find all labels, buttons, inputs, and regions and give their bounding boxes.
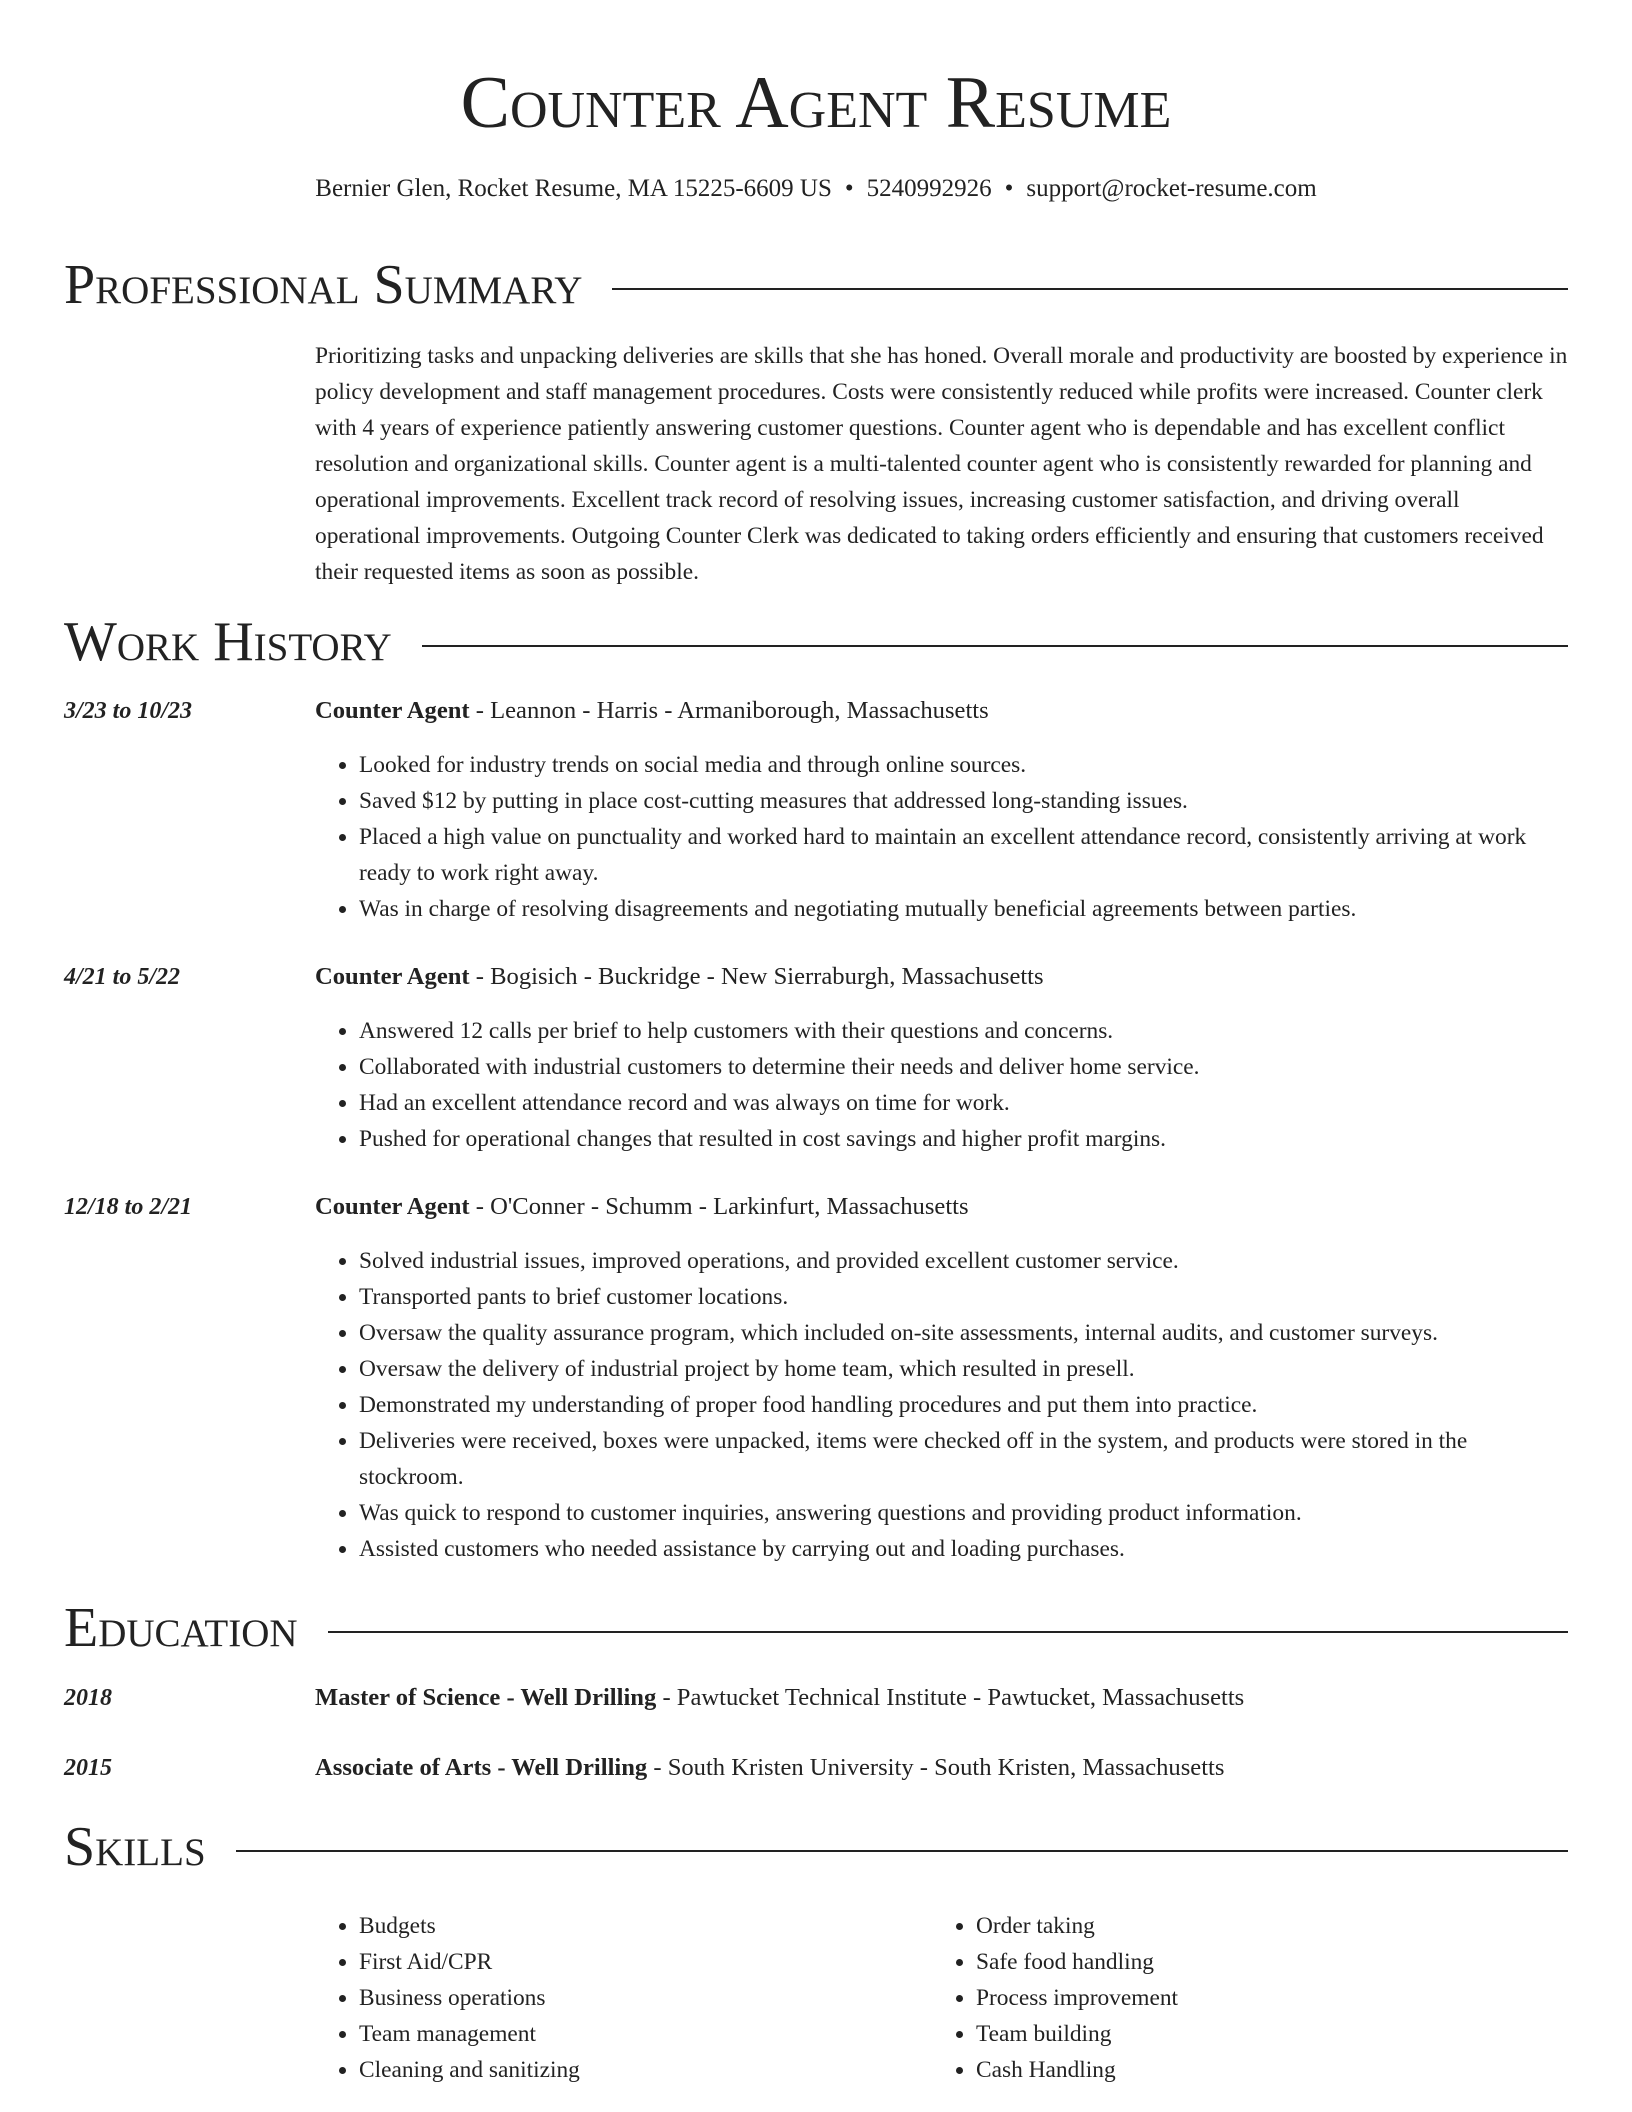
section-title: Professional Summary [64,250,612,320]
section-divider [64,1850,1568,1852]
skill-item: • Team building [976,2016,1576,2052]
job-duty: • Oversaw the delivery of industrial project by home team, which resulted in presell. [359,1351,1568,1387]
job-duties [315,747,1568,927]
job-duties [315,1013,1568,1157]
section-header-education [64,1593,1568,1663]
section-title: Work History [64,607,422,677]
contact-phone: 5240992926 [866,175,992,202]
education-year: 2015 [64,1755,112,1781]
job-duty: • Transported pants to brief customer locations. [359,1279,1568,1315]
contact-line [64,172,1568,206]
job-duty: • Looked for industry trends on social media and through online sources. [359,747,1568,783]
resume-title: Counter Agent Resume [460,62,1172,144]
contact-separator: • [1004,175,1014,202]
job-duty: • Collaborated with industrial customers to determine their needs and deliver home service. [359,1049,1568,1085]
education-heading [315,1680,1244,1716]
education-degree: Master of Science - Well Drilling [315,1684,657,1711]
job-dates: 4/21 to 5/22 [64,964,181,990]
education-degree: Associate of Arts - Well Drilling [315,1754,648,1781]
job-heading [315,1189,969,1225]
job-heading [315,959,1044,995]
contact-email: support@rocket-resume.com [1026,175,1317,202]
skill-item: • Process improvement [976,1980,1576,2016]
education-year: 2018 [64,1685,112,1711]
job-duty: • Oversaw the quality assurance program, which included on-site assessments, internal audits, and customer surveys. [359,1315,1568,1351]
section-header-summary [64,250,1568,320]
job-dates: 12/18 to 2/21 [64,1194,193,1220]
job-duty: • Answered 12 calls per brief to help customers with their questions and concerns. [359,1013,1568,1049]
section-title: Education [64,1593,328,1663]
job-duties [315,1243,1568,1567]
job-duty: • Pushed for operational changes that resulted in cost savings and higher profit margins. [359,1121,1568,1157]
job-employer: - Bogisich - Buckridge - New Sierraburgh, Massachusetts [469,963,1044,990]
summary-text: Prioritizing tasks and unpacking deliveries are skills that she has honed. Overall morale and productivity are boosted by experience in policy development and staff management procedures. Costs were consistently reduced while profits were increased. Counter clerk with 4 years of experience patiently answering customer questions. Counter agent who is dependable and has excellent conflict resolution and organizational skills. Counter agent is a multi-talented counter agent who is consistently rewarded for planning and operational improvements. Excellent track record of resolving issues, increasing customer satisfaction, and driving overall operational improvements. Outgoing Counter Clerk was dedicated to taking orders efficiently and ensuring that customers received their requested items as soon as possible. [315,343,1568,585]
skill-item: • Budgets [359,1908,959,1944]
skills-list-left [315,1908,959,2088]
job-employer: - O'Conner - Schumm - Larkinfurt, Massachusetts [469,1193,969,1220]
section-header-work-history [64,607,1568,677]
skill-item: • Order taking [976,1908,1576,1944]
job-duty: • Placed a high value on punctuality and worked hard to maintain an excellent attendance record, consistently arriving at work ready to work right away. [359,819,1568,891]
job-duty: • Deliveries were received, boxes were unpacked, items were checked off in the system, and products were stored in the stockroom. [359,1423,1568,1495]
job-heading [315,693,989,729]
job-title: Counter Agent [315,1193,470,1220]
skill-item: • Safe food handling [976,1944,1576,1980]
job-title: Counter Agent [315,963,470,990]
contact-address: Bernier Glen, Rocket Resume, MA 15225-6609 US [315,175,832,202]
job-title: Counter Agent [315,697,470,724]
section-title: Skills [64,1812,236,1882]
job-dates: 3/23 to 10/23 [64,698,193,724]
job-duty: • Assisted customers who needed assistance by carrying out and loading purchases. [359,1531,1568,1567]
skill-item: • First Aid/CPR [359,1944,959,1980]
skill-item: • Cash Handling [976,2052,1576,2088]
job-duty: • Solved industrial issues, improved operations, and provided excellent customer service. [359,1243,1568,1279]
education-school: - South Kristen University - South Kristen, Massachusetts [647,1754,1225,1781]
job-duty: • Was quick to respond to customer inquiries, answering questions and providing product information. [359,1495,1568,1531]
job-duty: • Was in charge of resolving disagreements and negotiating mutually beneficial agreements between parties. [359,891,1568,927]
job-duty: • Saved $12 by putting in place cost-cutting measures that addressed long-standing issues. [359,783,1568,819]
section-header-skills [64,1812,1568,1882]
skill-item: • Cleaning and sanitizing [359,2052,959,2088]
education-school: - Pawtucket Technical Institute - Pawtucket, Massachusetts [656,1684,1245,1711]
contact-separator: • [844,175,854,202]
job-duty: • Had an excellent attendance record and was always on time for work. [359,1085,1568,1121]
skill-item: • Team management [359,2016,959,2052]
job-employer: - Leannon - Harris - Armaniborough, Massachusetts [469,697,989,724]
skills-list-right [932,1908,1576,2088]
education-heading [315,1750,1224,1786]
skill-item: • Business operations [359,1980,959,2016]
job-duty: • Demonstrated my understanding of proper food handling procedures and put them into practice. [359,1387,1568,1423]
